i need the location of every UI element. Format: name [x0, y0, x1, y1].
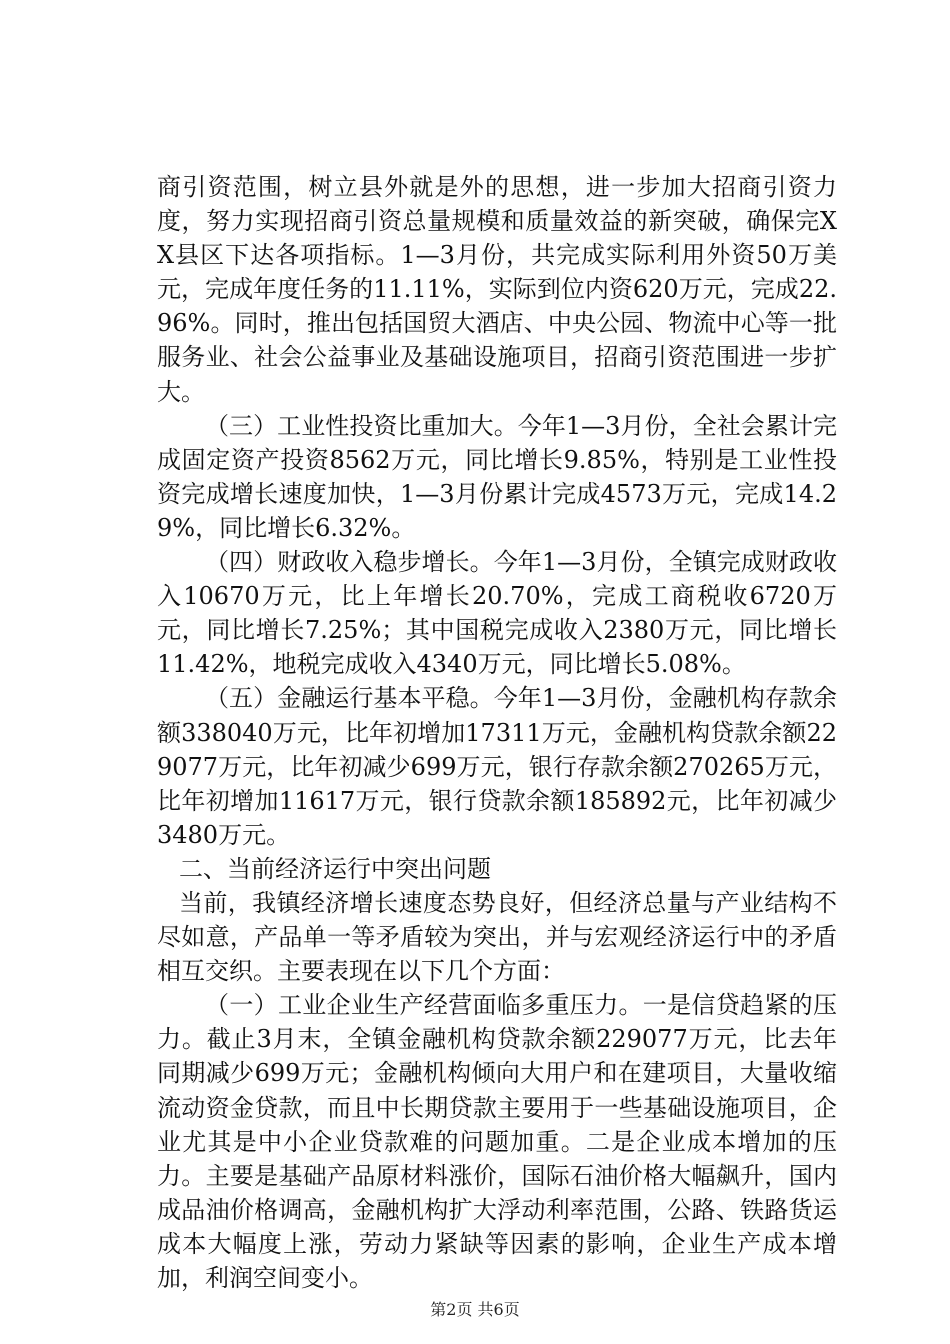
paragraph-financial-operation: （五）金融运行基本平稳。今年1—3月份，金融机构存款余额338040万元，比年初增加17311万元，金融机构贷款余额229077万元，比年初减少699万元，银行存款余额270265万元，比年初增加11617万元，银行贷款余额185892元，比年初减少3480万元。 [157, 684, 837, 849]
paragraph-industrial-investment: （三）工业性投资比重加大。今年1—3月份，全社会累计完成固定资产投资8562万元，同比增长9.85%，特别是工业性投资完成增长速度加快，1—3月份累计完成4573万元，完成14.29%，同比增长6.32%。 [157, 411, 837, 542]
paragraph-problems-intro: 当前，我镇经济增长速度态势良好，但经济总量与产业结构不尽如意，产品单一等矛盾较为突出，并与宏观经济运行中的矛盾相互交织。主要表现在以下几个方面： [157, 888, 837, 986]
paragraph-continuation: 商引资范围，树立县外就是外的思想，进一步加大招商引资力度，努力实现招商引资总量规模和质量效益的新突破，确保完XX县区下达各项指标。1—3月份，共完成实际利用外资50万美元，完成年度任务的11.11%，实际到位内资620万元，完成22.96%。同时，推出包括国贸大酒店、中央公园、物流中心等一批服务业、社会公益事业及基础设施项目，招商引资范围进一步扩大。 [157, 173, 837, 406]
page-footer: 第2页 共6页 [430, 1300, 520, 1319]
paragraph-fiscal-revenue: （四）财政收入稳步增长。今年1—3月份，全镇完成财政收入10670万元，比上年增长20.70%，完成工商税收6720万元，同比增长7.25%；其中国税完成收入2380万元，同比增长11.42%，地税完成收入4340万元，同比增长5.08%。 [157, 548, 837, 679]
paragraph-industrial-pressure: （一）工业企业生产经营面临多重压力。一是信贷趋紧的压力。截止3月末，全镇金融机构贷款余额229077万元，比去年同期减少699万元；金融机构倾向大用户和在建项目，大量收缩流动资金贷款，而且中长期贷款主要用于一些基础设施项目，企业尤其是中小企业贷款难的问题加重。二是企业成本增加的压力。主要是基础产品原材料涨价，国际石油价格大幅飙升，国内成品油价格调高，金融机构扩大浮动利率范围，公路、铁路货运成本大幅度上涨，劳动力紧缺等因素的影响，企业生产成本增加，利润空间变小。 [157, 991, 837, 1292]
document-body [157, 170, 837, 1295]
section-heading-problems: 二、当前经济运行中突出问题 [179, 854, 491, 883]
